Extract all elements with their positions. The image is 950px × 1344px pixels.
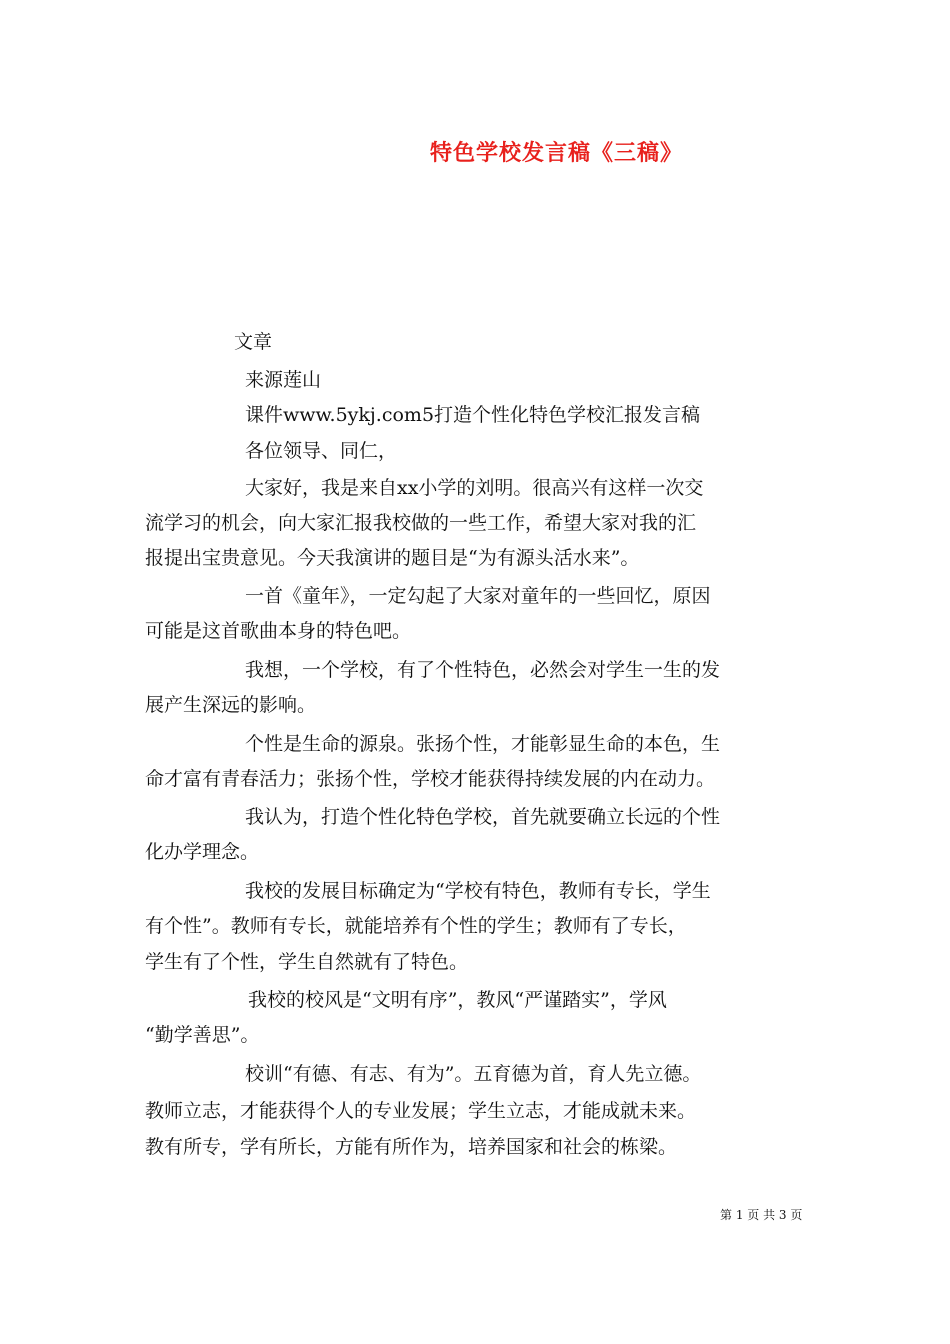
text-line: 流学习的机会，向大家汇报我校做的一些工作，希望大家对我的汇	[145, 512, 697, 534]
text-line: 各位领导、同仁，	[245, 440, 398, 462]
text-line: 化办学理念。	[145, 841, 260, 863]
text-line: 我校的发展目标确定为“学校有特色，教师有专长，学生	[245, 880, 711, 902]
text-line: “勤学善思”。	[145, 1024, 260, 1046]
text-line: 我认为，打造个性化特色学校，首先就要确立长远的个性	[245, 806, 721, 828]
page-footer: 第 1 页 共 3 页	[720, 1208, 803, 1222]
text-line: 有个性”。教师有专长，就能培养有个性的学生；教师有了专长，	[145, 915, 687, 937]
text-line: 展产生深远的影响。	[145, 694, 317, 716]
text-line: 校训“有德、有志、有为”。五育德为首，育人先立德。	[245, 1063, 702, 1085]
document-title: 特色学校发言稿《三稿》	[430, 140, 684, 166]
text-line: 报提出宝贵意见。今天我演讲的题目是“为有源头活水来”。	[145, 547, 640, 569]
text-line: 我想，一个学校，有了个性特色，必然会对学生一生的发	[245, 659, 721, 681]
text-line: 课件www.5ykj.com5打造个性化特色学校汇报发言稿	[245, 404, 701, 426]
text-line: 来源莲山	[245, 369, 322, 391]
text-line: 一首《童年》，一定勾起了大家对童年的一些回忆，原因	[245, 585, 711, 607]
text-line: 教有所专，学有所长，方能有所作为，培养国家和社会的栋梁。	[145, 1136, 678, 1158]
text-line: 教师立志，才能获得个人的专业发展；学生立志，才能成就未来。	[145, 1100, 697, 1122]
text-line: 可能是这首歌曲本身的特色吧。	[145, 620, 412, 642]
text-line: 个性是生命的源泉。张扬个性，才能彰显生命的本色，生	[245, 733, 721, 755]
text-line: 大家好，我是来自xx小学的刘明。很高兴有这样一次交	[245, 477, 704, 499]
text-line: 文章	[234, 331, 273, 353]
text-line: 我校的校风是“文明有序”，教风“严谨踏实”，学风	[248, 989, 667, 1011]
text-line: 命才富有青春活力；张扬个性，学校才能获得持续发展的内在动力。	[145, 768, 716, 790]
text-line: 学生有了个性，学生自然就有了特色。	[145, 951, 469, 973]
